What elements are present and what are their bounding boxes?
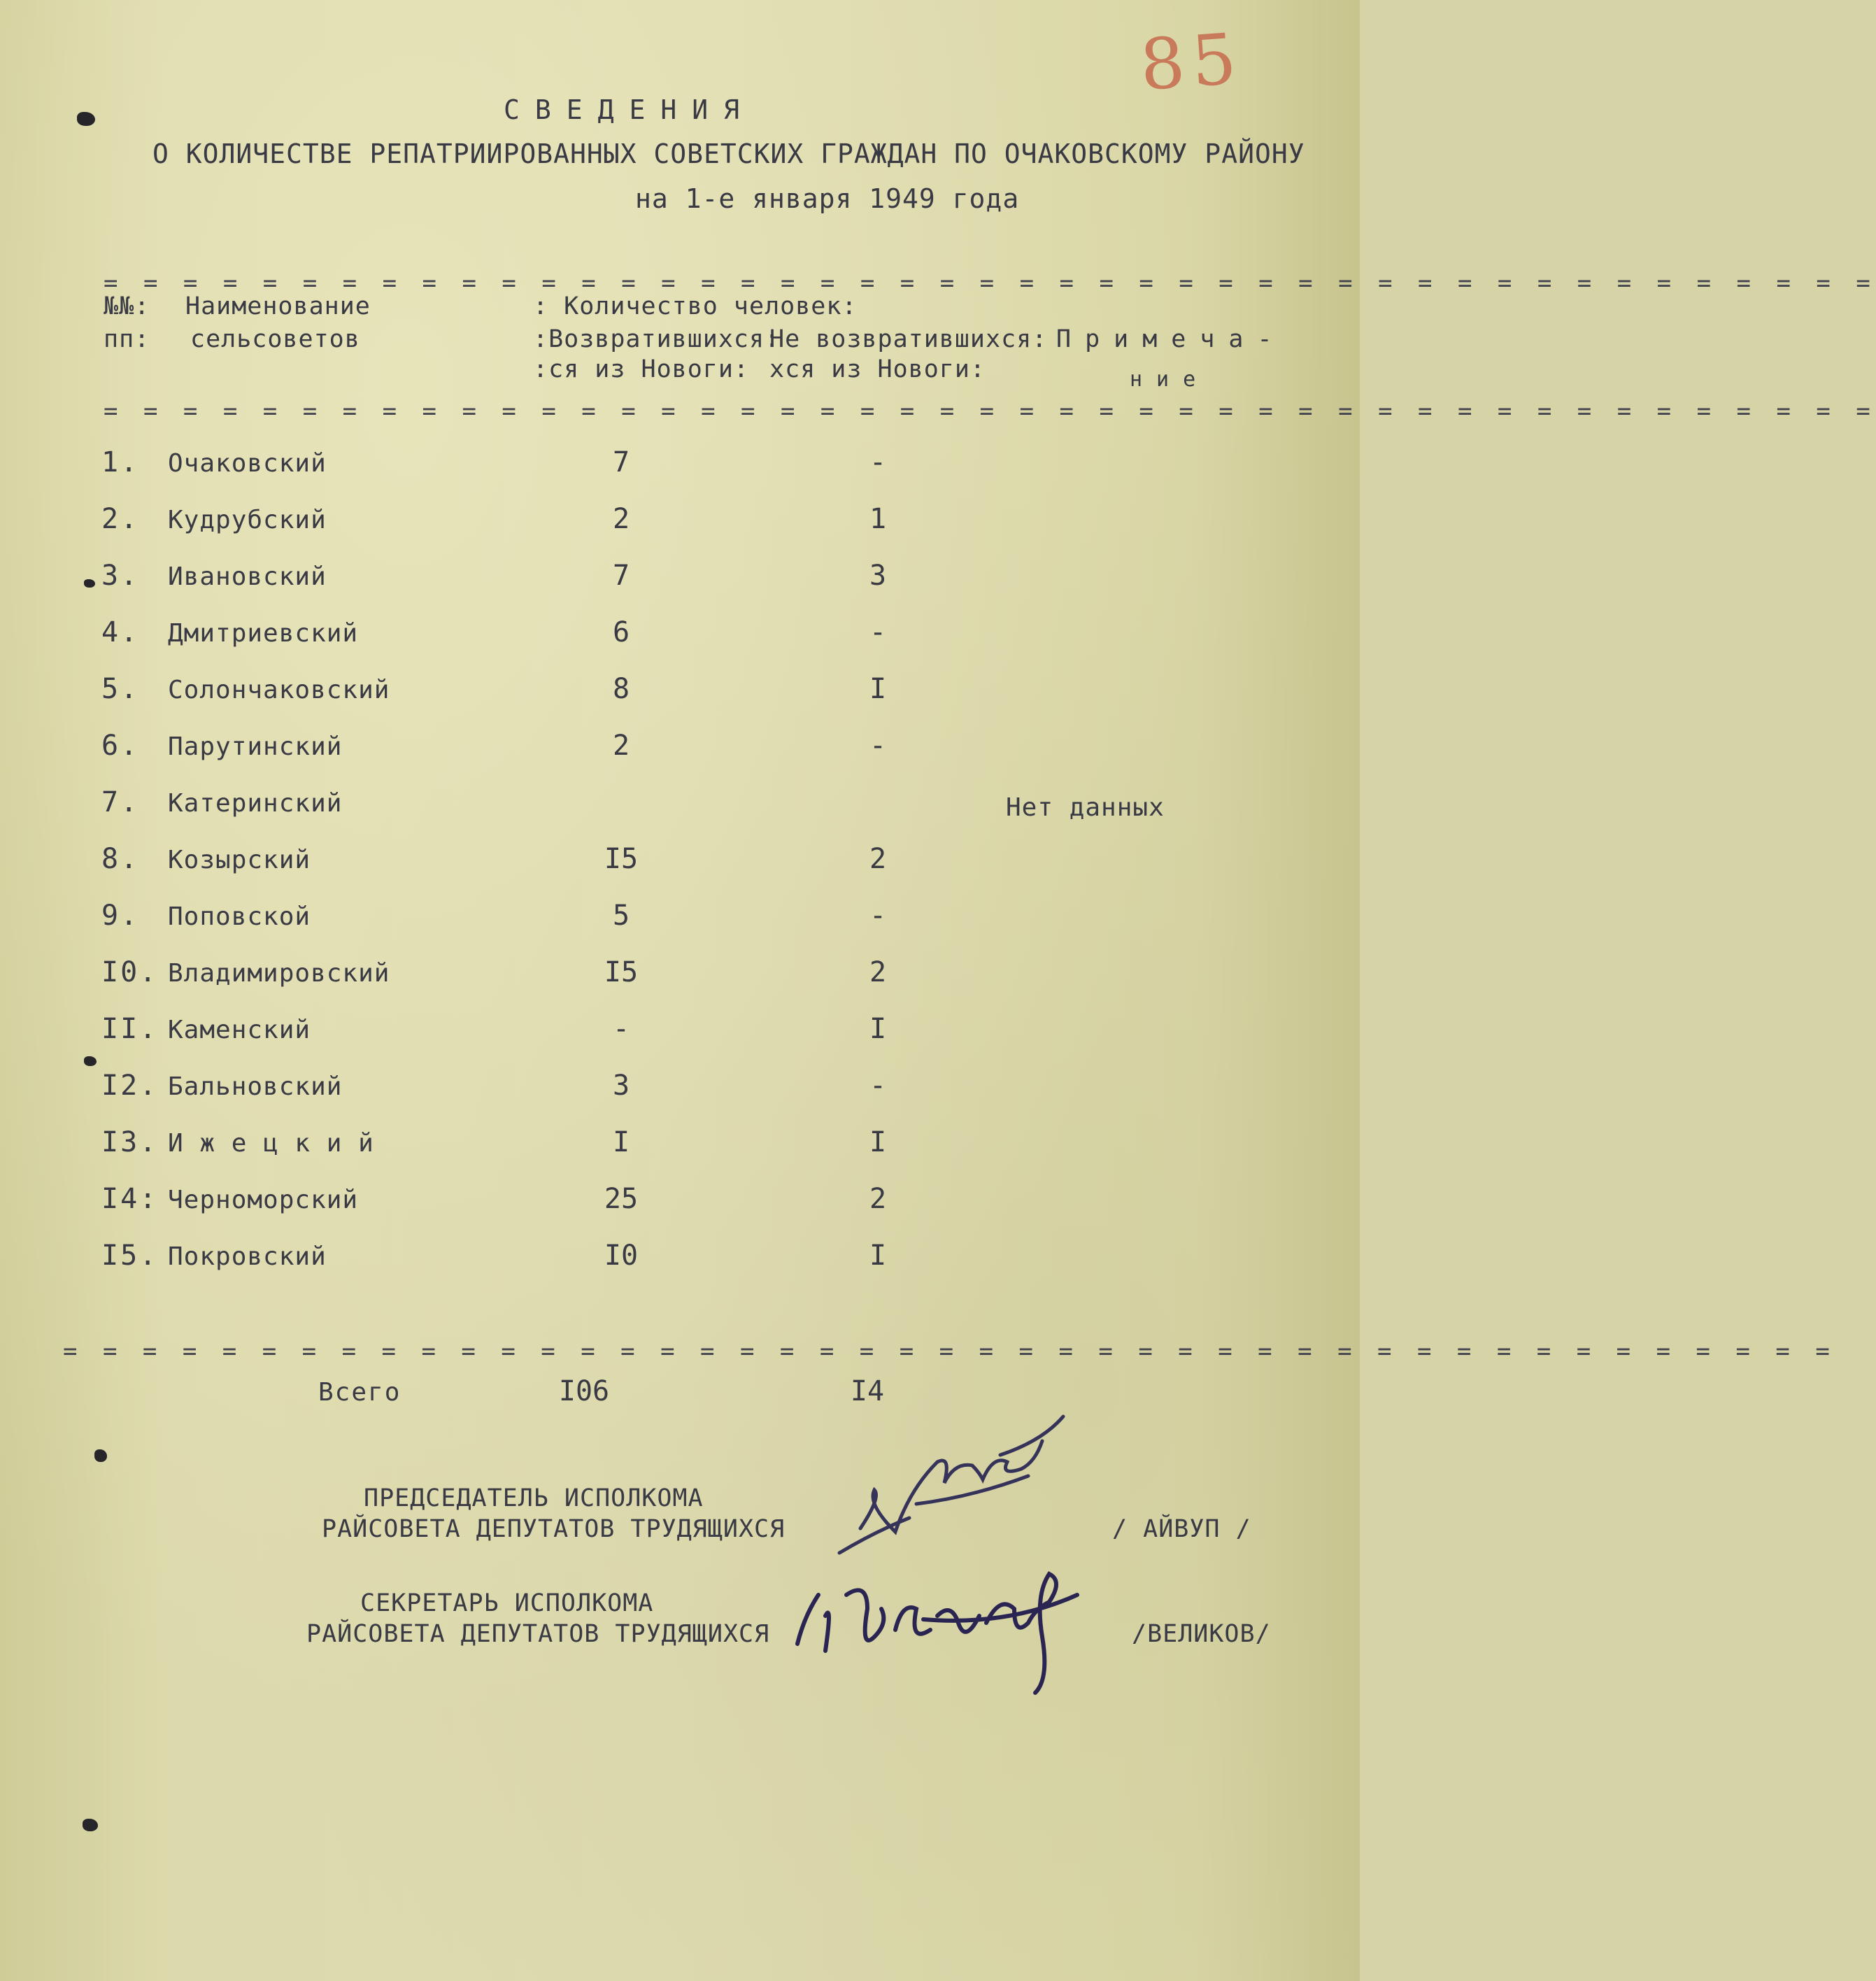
not-returned-count: I	[869, 1240, 887, 1272]
secretary-name: /ВЕЛИКОВ/	[1132, 1620, 1271, 1648]
council-name: Кудрубский	[168, 506, 327, 534]
header-quantity: : Количество человек:	[533, 292, 858, 320]
header-returned-2: :ся из Новоги:	[533, 355, 750, 383]
punch-hole	[94, 1449, 107, 1462]
row-number: I5.	[101, 1240, 159, 1272]
secretary-title-1: СЕКРЕТАРЬ ИСПОЛКОМА	[360, 1589, 654, 1617]
council-name: Катеринский	[168, 789, 343, 818]
not-returned-count: -	[869, 446, 887, 478]
returned-count: 7	[612, 560, 630, 592]
chair-title-2: РАЙСОВЕТА ДЕПУТАТОВ ТРУДЯЩИХСЯ	[322, 1515, 786, 1543]
header-num-1: №№:	[104, 292, 150, 320]
total-returned: I06	[558, 1375, 610, 1407]
returned-count: I5	[604, 956, 639, 988]
row-number: I2.	[101, 1070, 159, 1102]
row-number: 8.	[101, 843, 140, 875]
row-number: I0.	[101, 956, 159, 988]
row-number: 5.	[101, 673, 140, 705]
returned-count: 3	[612, 1070, 630, 1102]
row-number: 1.	[101, 446, 140, 478]
returned-count: 25	[604, 1183, 639, 1215]
header-note-1: Примеча-	[1056, 325, 1286, 353]
council-name: И ж е ц к и й	[168, 1129, 374, 1158]
not-returned-count: I	[869, 673, 887, 705]
returned-count: I0	[604, 1240, 639, 1272]
header-num-2: пп:	[104, 325, 150, 353]
header-not-returned-2: хся из Новоги:	[769, 355, 986, 383]
row-number: II.	[101, 1013, 159, 1045]
document-title: СВЕДЕНИЯ	[504, 94, 755, 125]
punch-hole	[83, 1819, 98, 1831]
returned-count: -	[612, 1013, 630, 1045]
not-returned-count: I	[869, 1013, 887, 1045]
returned-count: I	[612, 1126, 630, 1158]
total-not-returned: I4	[850, 1375, 885, 1407]
not-returned-count: -	[869, 900, 887, 932]
council-name: Покровский	[168, 1242, 327, 1271]
document-subtitle: О КОЛИЧЕСТВЕ РЕПАТРИИРОВАННЫХ СОВЕТСКИХ ГРАЖДАН ПО ОЧАКОВСКОМУ РАЙОНУ	[152, 139, 1305, 169]
returned-count: 8	[612, 673, 630, 705]
council-name: Поповской	[168, 902, 311, 931]
returned-count: 7	[612, 446, 630, 478]
total-label: Всего	[318, 1378, 402, 1407]
council-name: Черноморский	[168, 1186, 359, 1214]
row-number: 4.	[101, 616, 140, 648]
council-name: Очаковский	[168, 449, 327, 478]
header-name-1: Наименование	[185, 292, 371, 320]
not-returned-count: 2	[869, 956, 887, 988]
returned-count: 6	[612, 616, 630, 648]
row-number: 9.	[101, 900, 140, 932]
council-name: Козырский	[168, 846, 311, 874]
not-returned-count: I	[869, 1126, 887, 1158]
row-note: Нет данных	[1006, 793, 1165, 822]
chair-title-1: ПРЕДСЕДАТЕЛЬ ИСПОЛКОМА	[364, 1484, 704, 1512]
row-number: I3.	[101, 1126, 159, 1158]
not-returned-count: -	[869, 616, 887, 648]
returned-count: I5	[604, 843, 639, 875]
punch-hole	[84, 1056, 97, 1066]
header-note-2: ние	[1130, 367, 1210, 392]
separator-rule: = = = = = = = = = = = = = = = = = = = = = = = = = = = = = = = = = = = = = = = = = = = = =	[104, 397, 1876, 425]
row-number: 2.	[101, 503, 140, 535]
council-name: Каменский	[168, 1016, 311, 1044]
council-name: Парутинский	[168, 732, 343, 761]
punch-hole	[77, 112, 95, 126]
not-returned-count: 2	[869, 1183, 887, 1215]
separator-rule: = = = = = = = = = = = = = = = = = = = = = = = = = = = = = = = = = = = = = = = = = = = = =	[63, 1337, 1835, 1365]
returned-count: 2	[612, 503, 630, 535]
punch-hole	[84, 579, 95, 588]
row-number: 3.	[101, 560, 140, 592]
not-returned-count: 3	[869, 560, 887, 592]
row-number: 6.	[101, 730, 140, 762]
returned-count: 5	[612, 900, 630, 932]
chair-name: / АЙВУП /	[1112, 1515, 1251, 1543]
council-name: Дмитриевский	[168, 619, 359, 648]
council-name: Ивановский	[168, 562, 327, 591]
council-name: Владимировский	[168, 959, 390, 988]
row-number: I4:	[101, 1183, 159, 1215]
returned-count: 2	[612, 730, 630, 762]
secretary-title-2: РАЙСОВЕТА ДЕПУТАТОВ ТРУДЯЩИХСЯ	[306, 1620, 770, 1648]
not-returned-count: 2	[869, 843, 887, 875]
header-returned-1: :Возвратившихся:	[533, 325, 781, 353]
header-name-2: сельсоветов	[190, 325, 360, 353]
council-name: Солончаковский	[168, 676, 390, 704]
separator-rule: = = = = = = = = = = = = = = = = = = = = = = = = = = = = = = = = = = = = = = = = = = = = =	[104, 269, 1876, 297]
secretary-signature	[783, 1553, 1119, 1700]
not-returned-count: 1	[869, 503, 887, 535]
header-not-returned-1: Не возвратившихся:	[769, 325, 1048, 353]
chair-signature	[832, 1413, 1098, 1553]
document-date: на 1-е января 1949 года	[635, 183, 1020, 214]
archive-number: 85	[1137, 17, 1246, 106]
not-returned-count: -	[869, 730, 887, 762]
council-name: Бальновский	[168, 1072, 343, 1101]
row-number: 7.	[101, 786, 140, 818]
not-returned-count: -	[869, 1070, 887, 1102]
